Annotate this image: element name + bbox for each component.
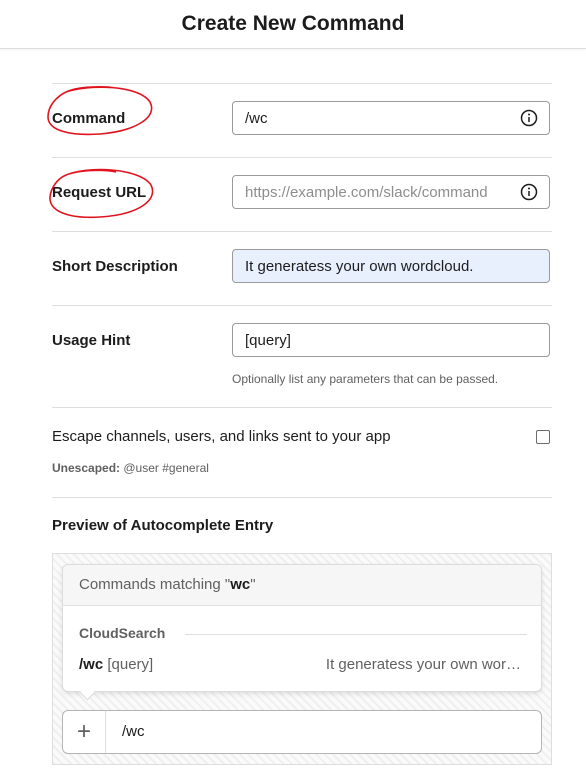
short-description-input[interactable] bbox=[245, 258, 545, 275]
unescaped-value: @user #general bbox=[123, 461, 209, 475]
matching-suffix: " bbox=[250, 576, 256, 593]
request-url-field[interactable] bbox=[232, 175, 550, 209]
request-url-label: Request URL bbox=[52, 184, 147, 201]
autocomplete-command[interactable] bbox=[79, 656, 153, 673]
short-description-field[interactable] bbox=[232, 249, 550, 283]
divider bbox=[52, 305, 552, 306]
divider bbox=[52, 497, 552, 498]
app-name: CloudSearch bbox=[79, 625, 166, 641]
composer-text[interactable]: /wc bbox=[122, 723, 145, 740]
plus-icon[interactable]: + bbox=[63, 711, 106, 753]
request-url-input[interactable] bbox=[245, 184, 510, 201]
message-composer[interactable] bbox=[62, 710, 542, 754]
page-header bbox=[0, 0, 586, 49]
autocomplete-header-text bbox=[79, 576, 256, 593]
divider bbox=[52, 157, 552, 158]
matching-term: wc bbox=[230, 576, 251, 593]
unescaped-label: Unescaped: bbox=[52, 461, 121, 475]
info-icon[interactable] bbox=[520, 183, 538, 201]
autocomplete-header bbox=[63, 565, 541, 606]
page-title: Create New Command bbox=[181, 12, 405, 35]
matching-prefix: Commands matching " bbox=[79, 576, 231, 593]
short-description-label: Short Description bbox=[52, 258, 178, 275]
usage-hint-label: Usage Hint bbox=[52, 332, 131, 349]
command-input[interactable] bbox=[245, 110, 510, 127]
preview-label: Preview of Autocomplete Entry bbox=[52, 517, 274, 534]
escape-label: Escape channels, users, and links sent to your app bbox=[52, 428, 391, 445]
command-label: Command bbox=[52, 110, 126, 127]
divider bbox=[52, 231, 552, 232]
usage-hint-help: Optionally list any parameters that can be passed. bbox=[232, 372, 499, 386]
command-name: /wc bbox=[79, 656, 104, 673]
divider bbox=[52, 407, 552, 408]
command-field[interactable] bbox=[232, 101, 550, 135]
info-icon[interactable] bbox=[520, 109, 538, 127]
usage-hint-field[interactable] bbox=[232, 323, 550, 357]
autocomplete-popup bbox=[62, 564, 542, 692]
command-usage: [query] bbox=[107, 656, 154, 673]
divider bbox=[52, 83, 552, 84]
command-description: It generatess your own wor… bbox=[325, 656, 521, 673]
unescaped-example bbox=[52, 461, 209, 475]
app-divider bbox=[185, 634, 527, 635]
usage-hint-input[interactable] bbox=[245, 332, 545, 349]
escape-checkbox[interactable] bbox=[536, 430, 550, 444]
